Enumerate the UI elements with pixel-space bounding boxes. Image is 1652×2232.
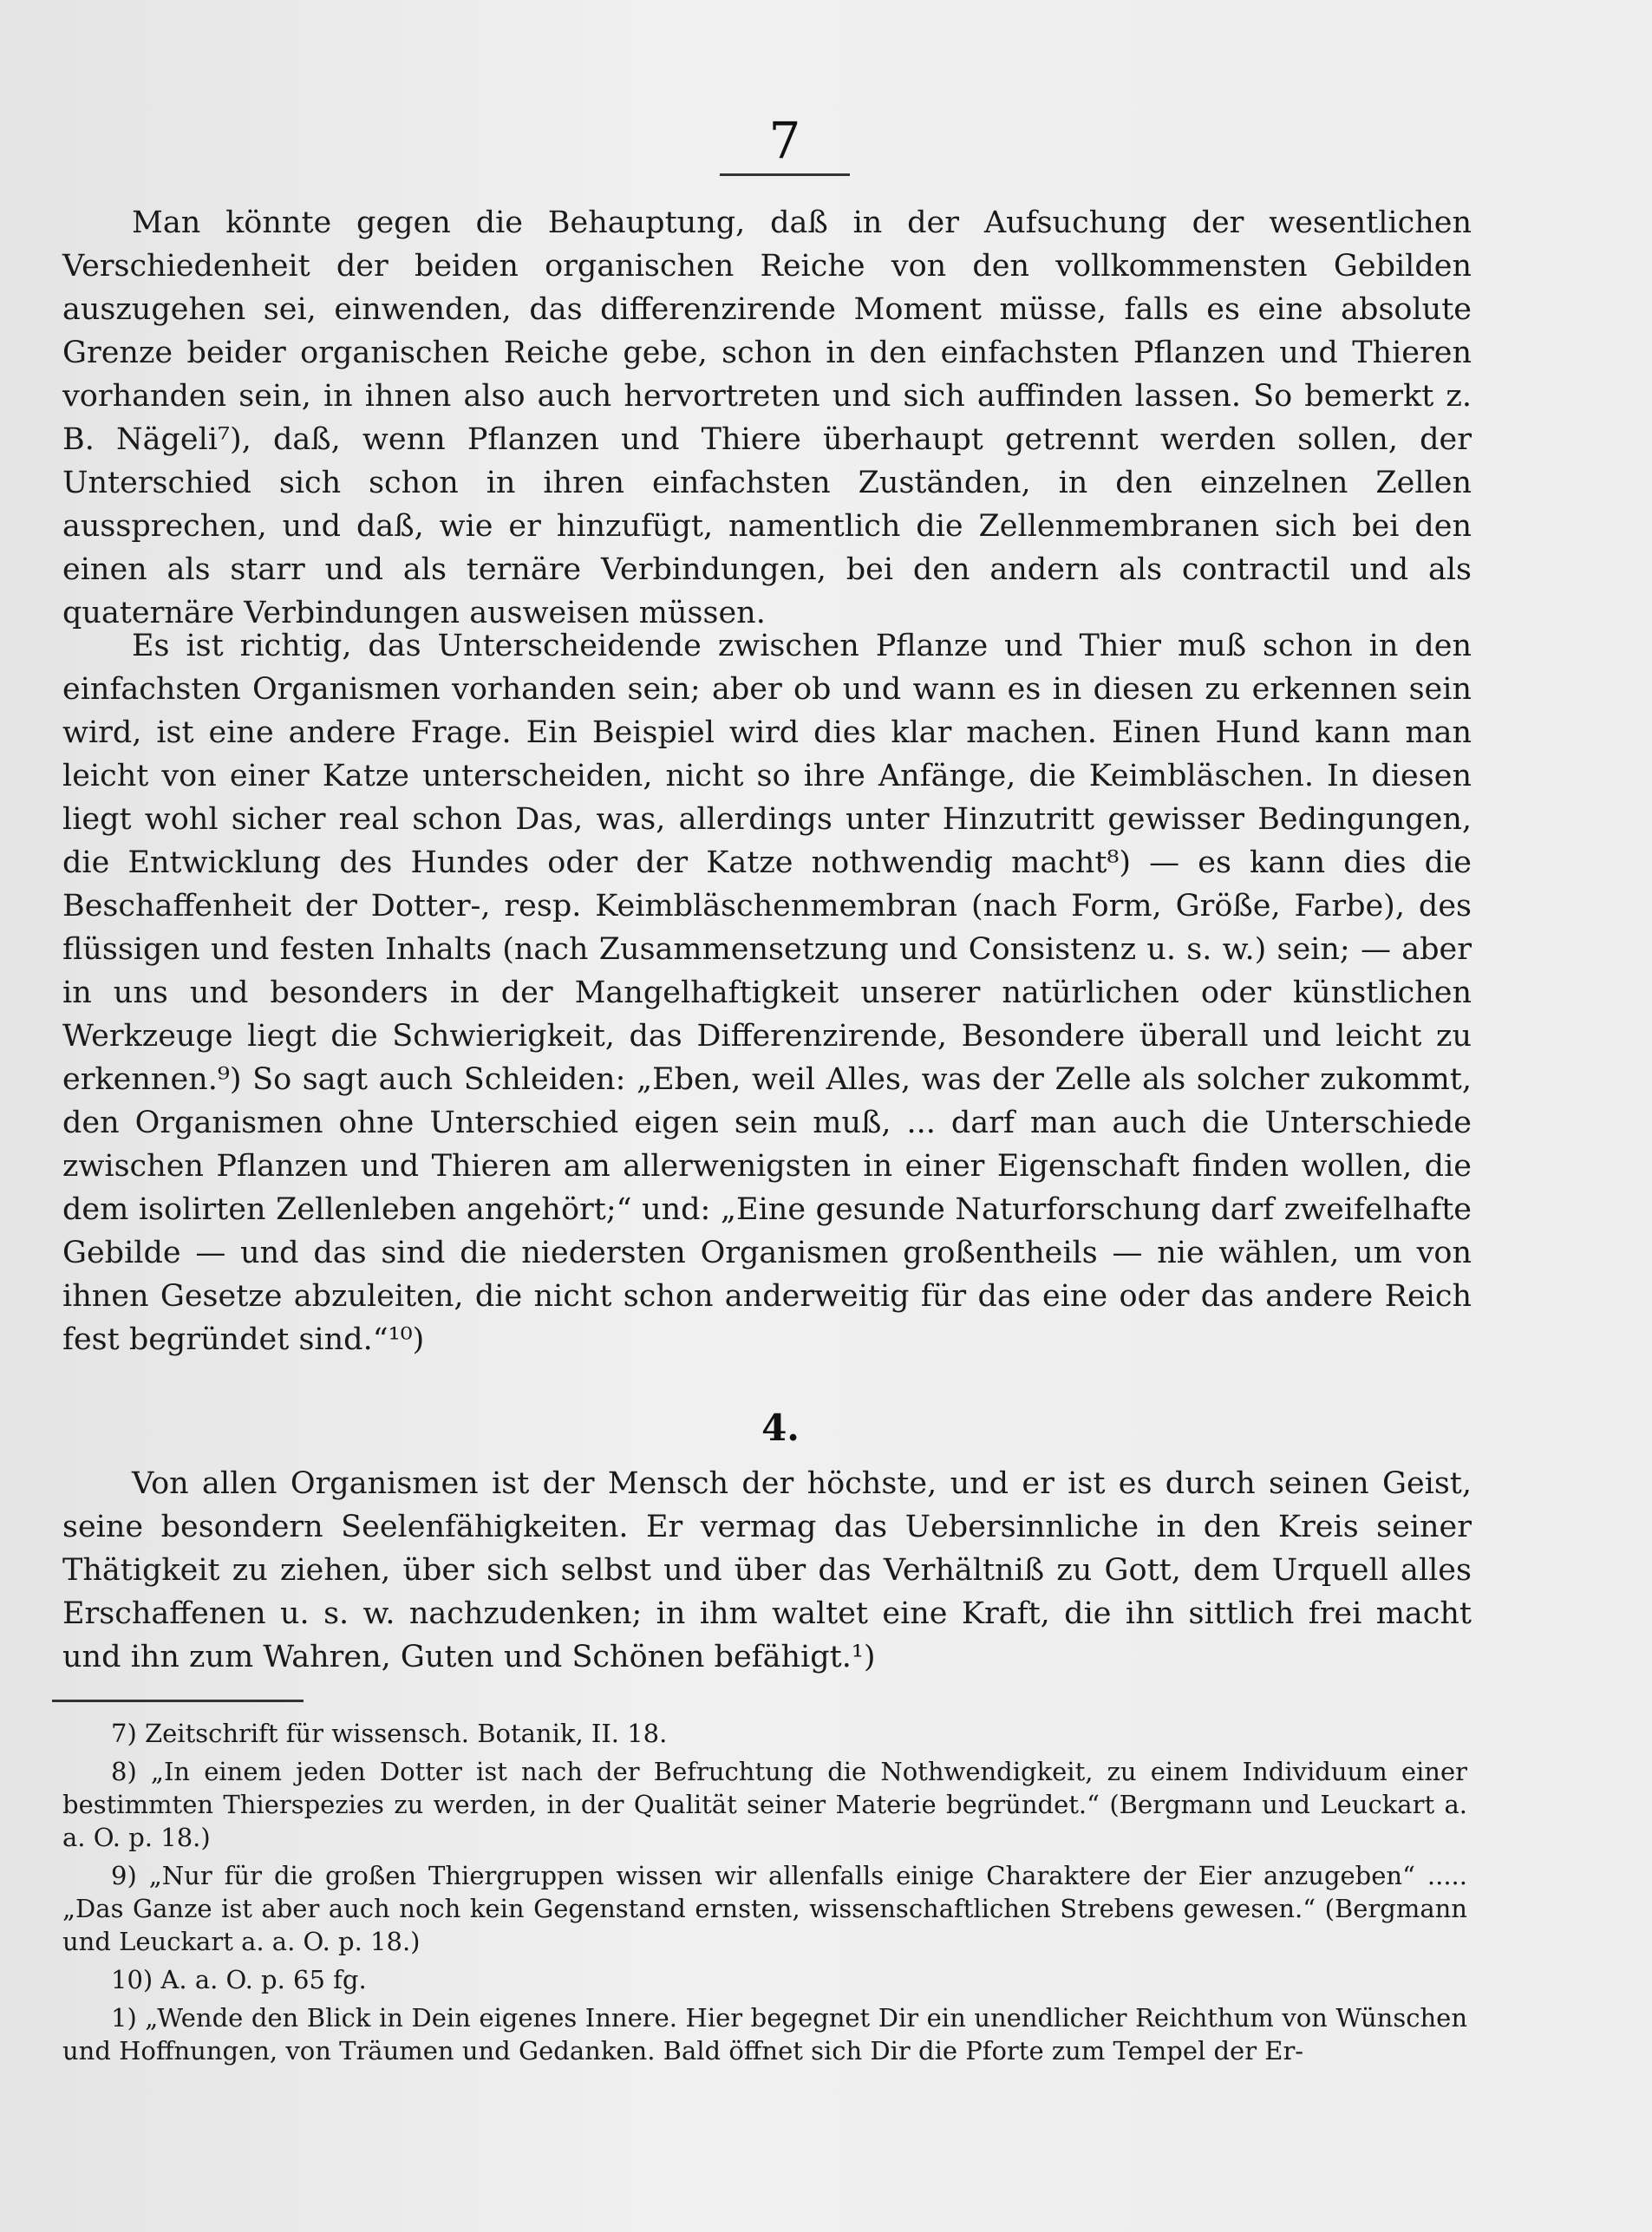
section-number: 4. xyxy=(761,1406,800,1449)
paragraph-3 xyxy=(62,1462,1472,1679)
paragraph-2-text: Es ist richtig, das Unterscheidende zwischen Pflanze und Thier muß schon in den einfachsten Organismen vorhanden sein; aber ob und wann es in diesen zu erkennen sein wird, ist eine andere Frage. Ein Beispiel wird dies klar machen. Einen Hund kann man leicht von einer Katze unterscheiden, nicht so ihre Anfänge, die Keimbläschen. In diesen liegt wohl sicher real schon Das, was, allerdings unter Hinzutritt gewisser Bedingungen, die Entwicklung des Hundes oder der Katze nothwendig macht⁸) — es kann dies die Beschaffenheit der Dotter-, resp. Keimbläschenmembran (nach Form, Größe, Farbe), des flüssigen und festen Inhalts (nach Zusammensetzung und Consistenz u. s. w.) sein; — aber in uns und besonders in der Mangelhaftigkeit unserer natürlichen oder künstlichen Werkzeuge liegt die Schwierigkeit, das Differenzirende, Besondere überall und leicht zu erkennen.⁹) So sagt auch Schleiden: „Eben, weil Alles, was der Zelle als solcher zukommt, den Organismen ohne Unterschied eigen sein muß, ... darf man auch die Unterschiede zwischen Pflanzen und Thieren am allerwenigsten in einer Eigenschaft finden wollen, die dem isolirten Zellenleben angehört;“ und: „Eine gesunde Naturforschung darf zweifelhafte Gebilde — und das sind die niedersten Organismen großentheils — nie wählen, um von ihnen Gesetze abzuleiten, die nicht schon anderweitig für das eine oder das andere Reich fest begründet sind.“¹⁰) xyxy=(62,629,1472,1357)
footnote-7: 7) Zeitschrift für wissensch. Botanik, II. 18. xyxy=(111,1719,668,1748)
paragraph-1-text: Man könnte gegen die Behauptung, daß in der Aufsuchung der wesentlichen Verschiedenheit der beiden organischen Reiche von den vollkommensten Gebilden auszugehen sei, einwenden, das differenzirende Moment müsse, falls es eine absolute Grenze beider organischen Reiche gebe, schon in den einfachsten Pflanzen und Thieren vorhanden sein, in ihnen also auch hervortreten und sich auffinden lassen. So bemerkt z. B. Nägeli⁷), daß, wenn Pflanzen und Thiere überhaupt getrennt werden sollen, der Unterschied sich schon in ihren einfachsten Zuständen, in den einzelnen Zellen aussprechen, und daß, wie er hinzufügt, namentlich die Zellenmembranen sich bei den einen als starr und als ternäre Verbindungen, bei den andern als contractil und als quaternäre Verbindungen ausweisen müssen. xyxy=(62,206,1472,630)
page-number: 7 xyxy=(768,111,801,170)
footnote-9: 9) „Nur für die großen Thiergruppen wissen wir allenfalls einige Charaktere der Eier anzugeben“ ..... „Das Ganze ist aber auch noch kein Gegenstand ernsten, wissenschaftlichen Strebens gewesen.“ (Bergmann und Leuckart a. a. O. p. 18.) xyxy=(62,1861,1467,1956)
paragraph-2 xyxy=(62,624,1472,1361)
paragraph-3-text: Von allen Organismen ist der Mensch der höchste, und er ist es durch seinen Geist, seine besondern Seelenfähigkeiten. Er vermag das Uebersinnliche in den Kreis seiner Thätigkeit zu ziehen, über sich selbst und über das Verhältniß zu Gott, dem Urquell alles Erschaffenen u. s. w. nachzudenken; in ihm waltet eine Kraft, die ihn sittlich frei macht und ihn zum Wahren, Guten und Schönen befähigt.¹) xyxy=(62,1466,1472,1674)
footnotes xyxy=(62,1717,1467,2072)
paragraph-1 xyxy=(62,201,1472,635)
footnote-8: 8) „In einem jeden Dotter ist nach der Befruchtung die Nothwendigkeit, zu einem Individuum einer bestimmten Thierspezies zu werden, in der Qualität seiner Materie begründet.“ (Bergmann und Leuckart a. a. O. p. 18.) xyxy=(62,1757,1467,1852)
footnote-divider xyxy=(52,1700,304,1702)
footnote-10: 10) A. a. O. p. 65 fg. xyxy=(111,1965,367,1994)
page-number-rule xyxy=(720,173,850,176)
footnote-1: 1) „Wende den Blick in Dein eigenes Innere. Hier begegnet Dir ein unendlicher Reichthum von Wünschen und Hoffnungen, von Träumen und Gedanken. Bald öffnet sich Dir die Pforte zum Tempel der Er- xyxy=(62,2003,1467,2066)
